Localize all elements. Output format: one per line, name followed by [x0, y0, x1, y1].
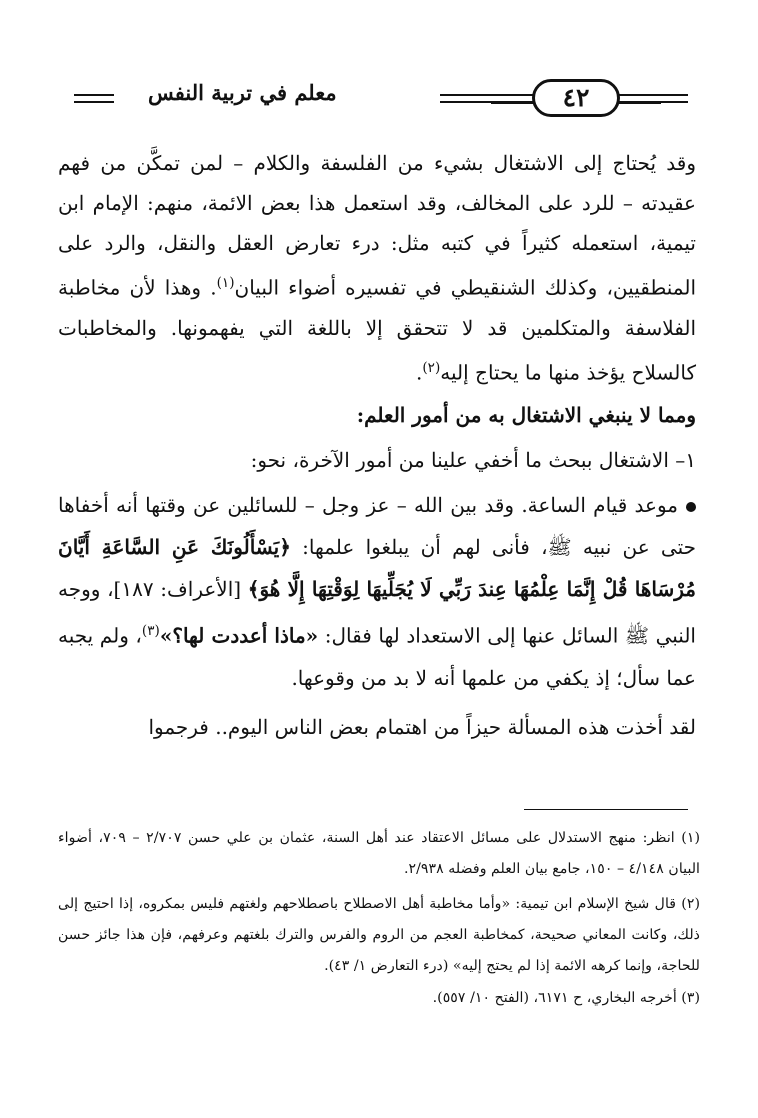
footnote-ref-3: (٣) — [141, 623, 160, 640]
footnotes-section — [58, 823, 700, 1014]
quran-verse: ﴿يَسْأَلُونَكَ عَنِ السَّاعَةِ أَيَّانَ مُرْسَاهَا قُلْ إِنَّمَا عِلْمُهَا عِندَ رَبِّي لَا يُجَلِّيهَا لِوَقْتِهَا إِلَّا هُوَ﴾ — [58, 535, 696, 602]
closing-paragraph: لقد أخذت هذه المسألة حيزاً من اهتمام بعض الناس اليوم.. فرجموا — [148, 714, 696, 739]
page-number-badge: ٤٢ — [532, 79, 620, 117]
opening-paragraph-text: وقد يُحتاج إلى الاشتغال بشيء من الفلسفة والكلام – لمن تمكَّن من فهم عقيدته – للرد على المخالف، وقد استعمل هذا بعض الائمة، منهم: الإمام ابن تيمية، استعمله كثيراً في كتبه مثل: درء تعارض العقل والنقل، والرد على المنطقيين، وكذلك الشنقيطي في تفسيره أضواء البيان — [58, 151, 696, 300]
opening-paragraph-end: . — [415, 360, 423, 385]
main-text — [58, 143, 696, 747]
bullet-text-start: موعد قيام الساعة. وقد بين الله – عز وجل – للسائلين عن وقتها أنه أخفاها حتى عن نبيه ﷺ، فأنى لهم أن يبلغوا علمها: — [58, 493, 696, 560]
hadith-quote: «ماذا أعددت لها؟» — [159, 623, 319, 648]
book-title: معلم في تربية النفس — [148, 80, 337, 105]
header-rule-left — [74, 94, 114, 103]
footnote-ref-2: (٢) — [422, 359, 441, 376]
opening-paragraph-continuation: . وهذا لأن مخاطبة الفلاسفة والمتكلمين قد لا تتحقق إلا باللغة التي يفهمونها. والمخاطبات كالسلاح يؤخذ منها ما يحتاج إليه — [58, 275, 696, 385]
footnote-ref-1: (١) — [216, 275, 235, 291]
footnote-separator — [524, 809, 688, 810]
quran-reference: [الأعراف: ١٨٧]، ووجه النبي ﷺ السائل عنها إلى الاستعداد لها فقال: — [58, 577, 696, 648]
opening-paragraph — [58, 143, 696, 392]
bullet-text-end: ، ولم يجبه عما سأل؛ إذ يكفي من علمها أنه لا بد من وقوعها. — [58, 623, 696, 690]
numbered-item-1: ١– الاشتغال ببحث ما أخفي علينا من أمور الآخرة، نحو: — [250, 448, 696, 473]
section-heading: ومما لا ينبغي الاشتغال به من أمور العلم: — [356, 403, 696, 428]
footnote-3: (٣) أخرجه البخاري، ح ٦١٧١، (الفتح ١٠/ ٥٥٧). — [432, 990, 700, 1006]
footnote-2: (٢) قال شيخ الإسلام ابن تيمية: «وأما مخاطبة أهل الاصطلاح باصطلاحهم ولغتهم فليس بمكروه، إذا احتيج إلى ذلك، وكانت المعاني صحيحة، كمخاطبة العجم من الروم والفرس والترك بلغتهم وعرفهم، فإن هذا جائز حسن للحاجة، وإنما كرهه الائمة إذا لم يحتج إليه» (درء التعارض ١/ ٤٣). — [58, 896, 700, 974]
footnote-1: (١) انظر: منهج الاستدلال على مسائل الاعتقاد عند أهل السنة، عثمان بن علي حسن ٢/٧٠٧ – ٧٠٩، أضواء البيان ٤/١٤٨ – ١٥٠، جامع بيان العلم وفضله ٢/٩٣٨. — [58, 830, 700, 877]
bullet-paragraph — [58, 484, 696, 699]
bullet-icon — [686, 502, 696, 512]
page-header — [60, 76, 700, 122]
